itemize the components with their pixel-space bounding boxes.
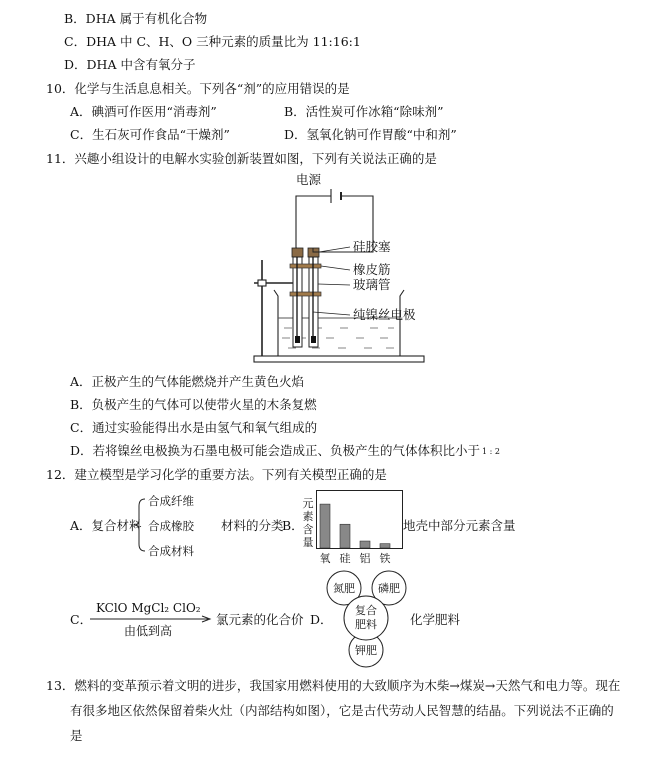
- q12-a-item-rubber: 合成橡胶: [148, 519, 194, 533]
- q11-option-a: A．正极产生的气体能燃烧并产生黄色火焰: [70, 374, 305, 389]
- q12-a-item-fiber: 合成纤维: [148, 494, 194, 508]
- q11-option-d-text: D．若将镍丝电极换为石墨电极可能会造成正、负极产生的气体体积比小于: [70, 443, 481, 458]
- q12-stem: 12．建立模型是学习化学的重要方法。下列有关模型正确的是: [46, 467, 387, 482]
- phosphorus-label: 磷肥: [378, 582, 400, 595]
- q11-option-c: C．通过实验能得出水是由氢气和氧气组成的: [70, 420, 318, 435]
- q13-stem-line2: 有很多地区依然保留着柴火灶（内部结构如图），它是古代劳动人民智慧的结晶。下列说法不正确的: [70, 703, 614, 718]
- label-nickel-electrode: 纯镍丝电极: [353, 307, 416, 322]
- q10-option-c: C．生石灰可作食品“干燥剂”: [70, 127, 230, 142]
- bar-label-0: 氧: [319, 552, 331, 565]
- bar-1: [340, 524, 350, 548]
- rubber-band-top: [290, 264, 321, 268]
- q12-c-arrow-note: 由低到高: [124, 624, 173, 638]
- q12-option-d-label: D．: [310, 612, 333, 627]
- q12-a-brace: [133, 496, 147, 554]
- label-silicone-stopper: 硅胶塞: [353, 239, 391, 254]
- q11-option-d: [70, 443, 500, 460]
- bar-label-2: 铝: [359, 552, 371, 565]
- circuit-wire-left: [296, 196, 331, 246]
- chart-ylabel-char: 含: [302, 523, 314, 536]
- q9-option-c: C．DHA 中 C、H、O 三种元素的质量比为 11:16:1: [64, 34, 361, 49]
- q12-option-a-label: A．复合材料: [70, 518, 142, 533]
- chart-ylabel-char: 素: [302, 510, 314, 523]
- compound-label-2: 肥料: [355, 618, 377, 631]
- chart-ylabel: [301, 497, 315, 549]
- q10-option-b: B．活性炭可作冰箱“除味剂”: [284, 104, 444, 119]
- element-content-bar-chart: [316, 490, 404, 566]
- q10-option-d: D．氢氧化钠可作胃酸“中和剂”: [284, 127, 457, 142]
- q11-option-b: B．负极产生的气体可以使带火星的木条复燃: [70, 397, 317, 412]
- q12-option-a-suffix: 材料的分类: [221, 518, 284, 533]
- fertilizer-diagram: [326, 568, 408, 672]
- label-power: 电源: [296, 172, 322, 187]
- chart-ylabel-char: 元: [302, 497, 314, 510]
- label-rubber-band: 橡皮筋: [353, 262, 391, 277]
- label-glass-tube: 玻璃管: [353, 277, 391, 292]
- nitrogen-label: 氮肥: [333, 582, 355, 595]
- q12-option-c-suffix: 氯元素的化合价: [216, 612, 304, 627]
- q9-option-d: D．DHA 中含有氧分子: [64, 57, 196, 72]
- q11-stem: 11．兴趣小组设计的电解水实验创新装置如图，下列有关说法正确的是: [46, 151, 437, 166]
- q12-option-d-suffix: 化学肥料: [410, 612, 461, 627]
- q13-stem-line3: 是: [70, 728, 83, 743]
- bar-3: [380, 544, 390, 548]
- silicone-stopper-left: [292, 248, 303, 257]
- q12-c-formulas: KClO MgCl₂ ClO₂: [96, 601, 201, 615]
- stand-base: [254, 356, 424, 362]
- bar-2: [360, 541, 370, 548]
- electrolysis-apparatus-figure: [240, 172, 440, 368]
- q10-option-a: A．碘酒可作医用“消毒剂”: [70, 104, 217, 119]
- q12-option-b-label: B．: [282, 518, 304, 533]
- bar-label-3: 铁: [379, 552, 391, 565]
- rubber-band-bottom: [290, 292, 321, 296]
- bar-0: [320, 504, 330, 548]
- q12-option-b-suffix: 地壳中部分元素含量: [403, 518, 516, 533]
- q10-stem: 10．化学与生活息息相关。下列各“剂”的应用错误的是: [46, 81, 350, 96]
- q12-a-item-synthetic: 合成材料: [148, 544, 194, 558]
- q13-stem-line1: 13．燃料的变革预示着文明的进步，我国家用燃料使用的大致顺序为木柴→煤炭→天然气和电力等。现在: [46, 678, 621, 693]
- chart-ylabel-char: 量: [302, 536, 314, 549]
- compound-label-1: 复合: [355, 604, 377, 617]
- potassium-label: 钾肥: [355, 644, 377, 657]
- bar-label-1: 硅: [339, 552, 351, 565]
- q11-option-d-ratio: 1 : 2: [482, 447, 500, 456]
- q9-option-b: B．DHA 属于有机化合物: [64, 11, 208, 26]
- q12-option-c-label: C．: [70, 612, 93, 627]
